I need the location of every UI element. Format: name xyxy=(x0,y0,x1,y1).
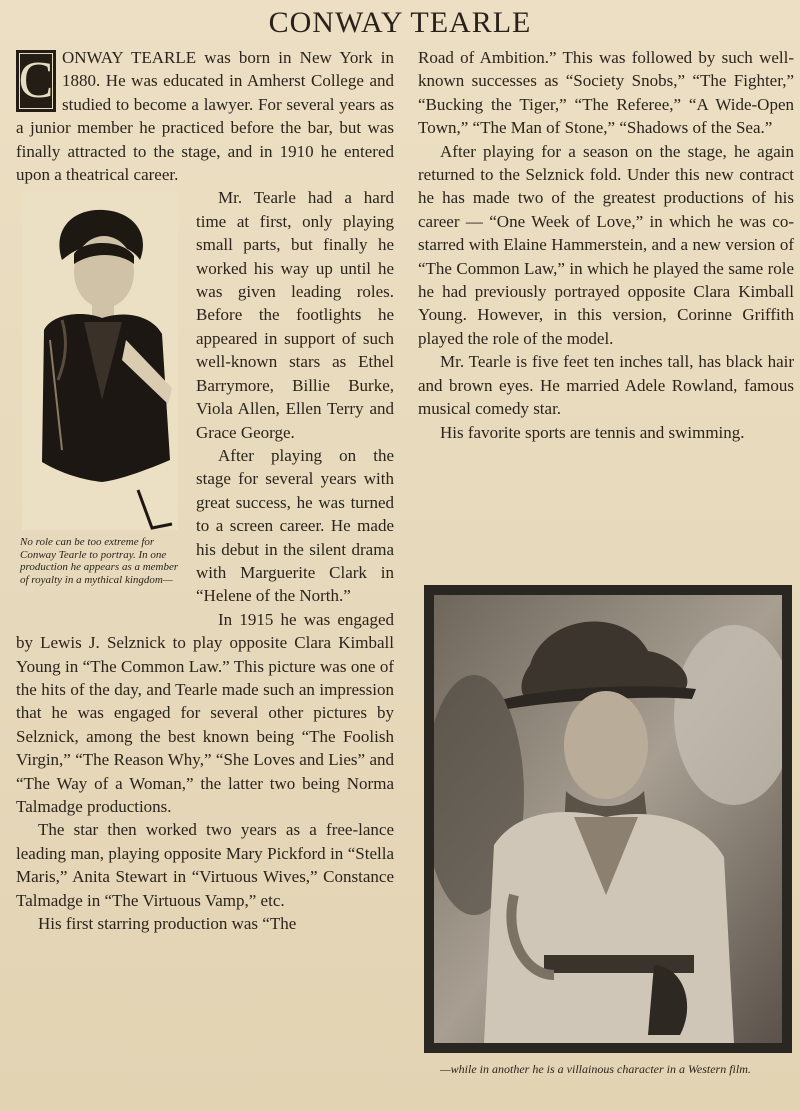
paragraph-personal: Mr. Tearle is five feet ten inches tall, has black hair and brown eyes. He married Adele Rowland, famous musical comedy star. xyxy=(418,352,794,419)
paragraph-first-starring: His first starring production was “The xyxy=(38,914,297,934)
paragraph-selznick: In 1915 he was engaged by Lewis J. Selznick to play opposite Clara Kimball Young in “The Common Law.” This picture was one of the hits of the day, and Tearle made such an impression that he was engaged for several other pictures by Selznick, among the best known being “The Foolish Virgin,” “The Reason Why,” “She Loves and Lies” and “The Way of a Woman,” the latter two being Norma Talmadge productions. xyxy=(16,609,394,816)
right-column xyxy=(418,46,794,444)
drop-cap: C xyxy=(16,50,56,112)
paragraph-intro xyxy=(16,46,394,186)
western-photo-caption: —while in another he is a villainous character in a Western film. xyxy=(440,1062,751,1076)
portrait-figure xyxy=(16,190,182,618)
page-title: CONWAY TEARLE xyxy=(268,6,532,39)
western-photo-image xyxy=(434,595,782,1043)
paragraph-freelance: The star then worked two years as a free-lance leading man, playing opposite Mary Pickford in “Stella Maris,” Anita Stewart in “Virtuous Wives,” Constance Talmadge in “The Virtuous Vamp,” etc. xyxy=(16,820,394,910)
intro-text: ONWAY TEARLE was born in New York in 1880. He was educated in Amherst College and studied to become a lawyer. For several years as a junior member he practiced before the bar, but was finally attracted to the stage, and in 1910 he entered upon a theatrical career. xyxy=(16,48,394,185)
western-photo-frame xyxy=(424,585,792,1053)
paragraph-early-career: Mr. Tearle had a hard time at first, only playing small parts, but finally he worked his way up until he was given leading roles. Before the footlights he appeared in support of such well-known stars as Ethel Barrymore, Billie Burke, Viola Allen, Ellen Terry and Grace George. xyxy=(196,188,394,442)
paragraph-sports: His favorite sports are tennis and swimming. xyxy=(440,422,745,442)
portrait-caption: No role can be too extreme for Conway Tearle to portray. In one production he appears as a member of royalty in a mythical kingdom— xyxy=(20,536,179,586)
paragraph-screen-debut: After playing on the stage for several years with great success, he was turned to a screen career. He made his debut in the silent drama with Marguerite Clark in “Helene of the North.” xyxy=(196,445,394,606)
paragraph-selznick-return: After playing for a season on the stage, he again returned to the Selznick fold. Under this new contract he has made two of the greatest productions of his career — “One Week of Love,” in which he was co-starred with Elaine Hammerstein, and a new version of “The Common Law,” in which he played the same role he had previously portrayed opposite Clara Kimball Young. However, in this version, Corinne Griffith played the role of the model. xyxy=(418,141,794,348)
left-column xyxy=(16,46,394,935)
paragraph-continued: Road of Ambition.” This was followed by such well-known successes as “Society Snobs,” “The Fighter,” “Bucking the Tiger,” “The Referee,” “A Wide-Open Town,” “The Man of Stone,” “Shadows of the Sea.” xyxy=(418,48,794,138)
royalty-portrait-image xyxy=(22,190,178,530)
